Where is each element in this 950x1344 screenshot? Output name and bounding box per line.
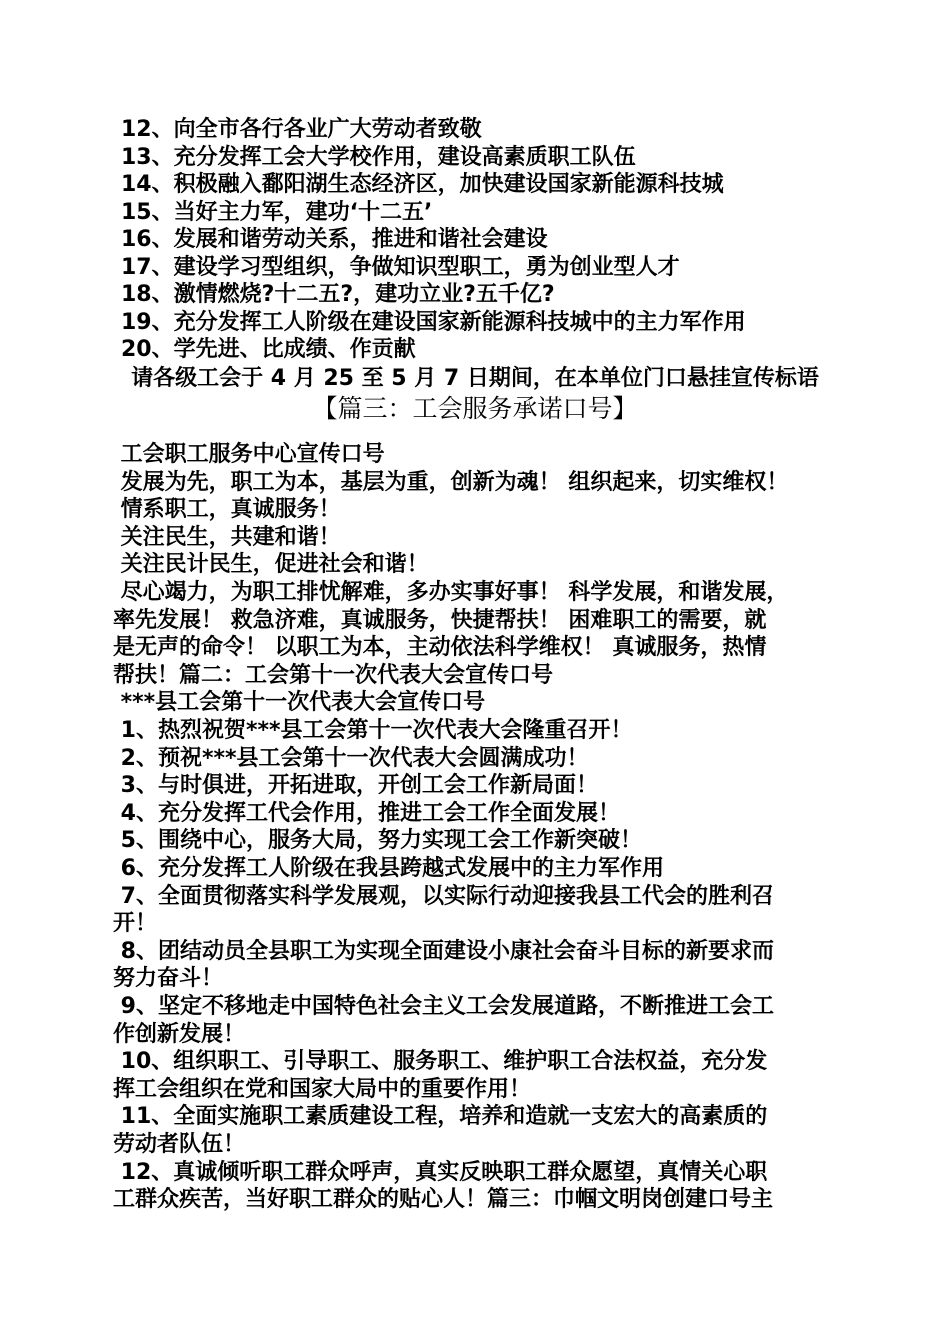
- slogan-item: 13、充分发挥工会大学校作用，建设高素质职工队伍: [121, 144, 636, 170]
- body-line: 尽心竭力，为职工排忧解难，多办实事好事！ 科学发展，和谐发展，: [113, 580, 789, 605]
- body-line: 7、全面贯彻落实科学发展观，以实际行动迎接我县工代会的胜利召: [113, 883, 774, 909]
- body-line: 1、热烈祝贺***县工会第十一次代表大会隆重召开！: [113, 718, 633, 743]
- body-line: 发展为先，职工为本，基层为重，创新为魂！ 组织起来，切实维权！: [113, 469, 789, 495]
- section-heading: 【篇三：工会服务承诺口号】: [312, 394, 638, 423]
- slogan-item: 15、当好主力军，建功‘十二五’: [121, 199, 433, 225]
- slogan-item: 19、充分发挥工人阶级在建设国家新能源科技城中的主力军作用: [121, 309, 746, 335]
- body-line: 作创新发展！: [113, 1021, 246, 1047]
- body-line: 6、充分发挥工人阶级在我县跨越式发展中的主力军作用: [113, 856, 664, 881]
- body-line: ***县工会第十一次代表大会宣传口号: [113, 690, 486, 716]
- notice-line: 请各级工会于 4 月 25 至 5 月 7 日期间，在本单位门口悬挂宣传标语: [131, 366, 819, 391]
- body-line: 率先发展！ 救急济难，真诚服务，快捷帮扶！ 困难职工的需要，就: [113, 607, 767, 633]
- slogan-item: 18、激情燃烧?十二五?，建功立业?五千亿?: [121, 282, 555, 307]
- body-line: 4、充分发挥工代会作用，推进工会工作全面发展！: [113, 800, 620, 826]
- body-line: 帮扶！篇二：工会第十一次代表大会宣传口号: [113, 662, 554, 688]
- body-line: 3、与时俱进，开拓进取，开创工会工作新局面！: [113, 773, 598, 799]
- body-line: 2、预祝***县工会第十一次代表大会圆满成功！: [113, 745, 589, 771]
- body-line: 工会职工服务中心宣传口号: [113, 442, 385, 467]
- body-line: 挥工会组织在党和国家大局中的重要作用！: [113, 1076, 532, 1102]
- body-line: 8、团结动员全县职工为实现全面建设小康社会奋斗目标的新要求而: [113, 938, 774, 964]
- body-line: 工群众疾苦，当好职工群众的贴心人！篇三：巾帼文明岗创建口号主: [113, 1187, 774, 1213]
- slogan-item: 12、向全市各行各业广大劳动者致敬: [121, 117, 482, 142]
- body-line: 10、组织职工、引导职工、服务职工、维护职工合法权益，充分发: [113, 1049, 768, 1075]
- body-line: 关注民计民生，促进社会和谐！: [113, 552, 429, 578]
- body-line: 11、全面实施职工素质建设工程，培养和造就一支宏大的高素质的: [113, 1104, 768, 1130]
- slogan-item: 17、建设学习型组织，争做知识型职工，勇为创业型人才: [121, 254, 680, 280]
- body-line: 劳动者队伍！: [113, 1132, 246, 1157]
- body-line: 9、坚定不移地走中国特色社会主义工会发展道路，不断推进工会工: [113, 994, 774, 1019]
- slogan-item: 16、发展和谐劳动关系，推进和谐社会建设: [121, 227, 548, 252]
- body-line: 12、真诚倾听职工群众呼声，真实反映职工群众愿望，真情关心职: [113, 1159, 768, 1185]
- body-line: 是无声的命令！ 以职工为本，主动依法科学维权！ 真诚服务，热情: [113, 635, 767, 661]
- body-line: 5、围绕中心，服务大局，努力实现工会工作新突破！: [113, 828, 642, 854]
- slogan-item: 14、积极融入鄱阳湖生态经济区，加快建设国家新能源科技城: [121, 172, 724, 197]
- body-line: 关注民生，共建和谐！: [113, 524, 341, 550]
- slogan-item: 20、学先进、比成绩、作贡献: [121, 337, 416, 362]
- body-line: 开！: [113, 911, 158, 937]
- body-line: 努力奋斗！: [113, 966, 224, 992]
- body-line: 情系职工，真诚服务！: [113, 497, 341, 523]
